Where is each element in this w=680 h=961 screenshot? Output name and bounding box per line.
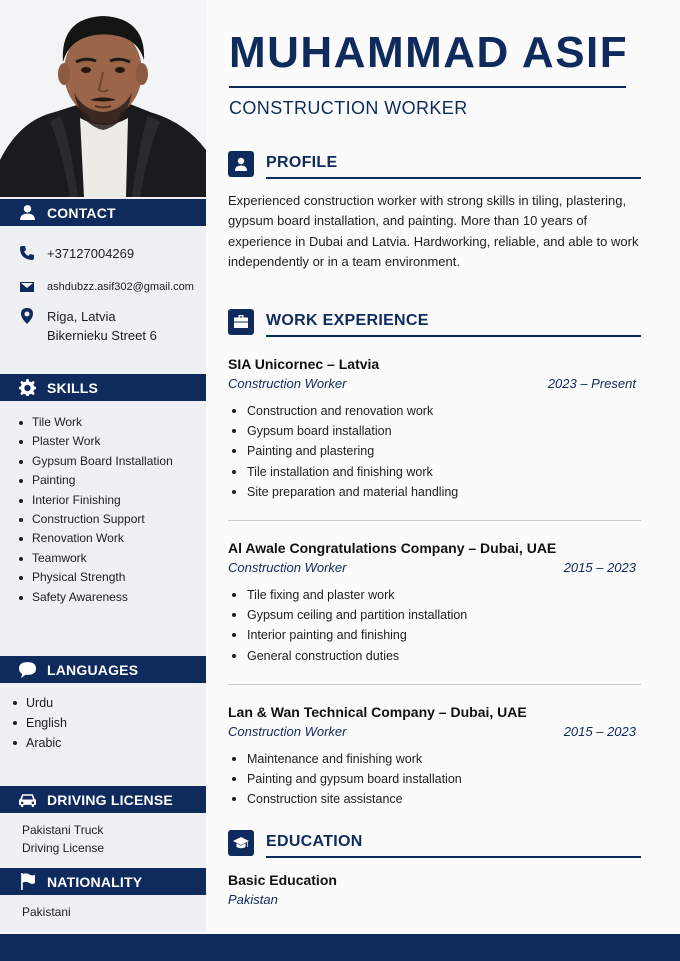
skill-item: Teamwork [18,549,173,568]
job-role-row [228,558,636,577]
job-entry [228,702,636,810]
language-item: Urdu [12,693,67,713]
languages-list [12,693,67,753]
skill-item: Plaster Work [18,432,173,451]
job-role: Construction Worker [228,376,347,391]
job-duty-item: Maintenance and finishing work [228,749,636,769]
work-experience-heading-label: WORK EXPERIENCE [266,312,429,329]
id-card-icon [228,151,254,177]
address-line-2: Bikernieku Street 6 [47,328,157,343]
job-role: Construction Worker [228,560,347,575]
gear-icon [18,379,36,397]
job-duty-item: General construction duties [228,646,636,666]
skill-item: Gypsum Board Installation [18,452,173,471]
nationality-heading-label: NATIONALITY [47,873,143,890]
location-pin-icon [18,307,35,324]
skills-heading [0,374,206,401]
job-title: CONSTRUCTION WORKER [229,98,468,118]
education-degree: Basic Education [228,872,337,888]
address-line-1: Riga, Latvia [47,309,116,324]
education-heading-rule [266,856,641,858]
phone-icon [18,244,35,261]
flag-icon [18,873,36,891]
job-duty-item: Construction and renovation work [228,401,636,421]
education-heading-label: EDUCATION [266,833,363,850]
contact-heading-label: CONTACT [47,204,116,221]
contact-address [18,307,157,345]
driving-license-line-1: Pakistani Truck [22,823,104,837]
skill-item: Construction Support [18,510,173,529]
profile-heading-label: PROFILE [266,154,338,171]
skill-item: Physical Strength [18,568,173,587]
graduation-cap-icon [228,830,254,856]
job-divider [228,684,641,685]
job-entry [228,354,636,502]
job-dates: 2015 – 2023 [563,724,636,739]
job-role: Construction Worker [228,724,347,739]
education-heading [228,830,641,858]
job-duties [228,401,636,502]
language-item: Arabic [12,733,67,753]
sidebar [0,0,206,932]
contact-email[interactable] [18,278,194,297]
job-duty-item: Interior painting and finishing [228,625,636,645]
job-duty-item: Site preparation and material handling [228,482,636,502]
work-experience-heading [228,309,641,337]
skills-list [18,413,173,607]
nationality-value: Pakistani [22,905,71,919]
skill-item: Tile Work [18,413,173,432]
language-item: English [12,713,67,733]
work-experience-heading-rule [266,335,641,337]
job-duty-item: Gypsum board installation [228,421,636,441]
job-duty-item: Construction site assistance [228,789,636,809]
job-duty-item: Tile installation and finishing work [228,462,636,482]
skill-item: Renovation Work [18,529,173,548]
job-duty-item: Gypsum ceiling and partition installation [228,605,636,625]
driving-license-heading [0,786,206,813]
skill-item: Interior Finishing [18,491,173,510]
job-dates: 2023 – Present [547,376,636,391]
briefcase-icon [228,309,254,335]
name-divider [229,86,626,88]
driving-license-text [22,821,104,857]
profile-heading [228,151,641,179]
job-company: SIA Unicornec – Latvia [228,356,380,372]
skill-item: Safety Awareness [18,588,173,607]
job-duty-item: Tile fixing and plaster work [228,585,636,605]
job-duty-item: Painting and gypsum board installation [228,769,636,789]
languages-heading [0,656,206,683]
user-icon [18,204,36,222]
job-duties [228,749,636,810]
nationality-heading [0,868,206,895]
job-duties [228,585,636,666]
job-role-row [228,722,636,741]
languages-heading-label: LANGUAGES [47,661,139,678]
job-company: Al Awale Congratulations Company – Dubai, UAE [228,540,557,556]
envelope-icon [18,278,35,295]
job-role-row [228,374,636,393]
candidate-name: MUHAMMAD ASIF [229,28,629,77]
contact-phone[interactable] [18,244,134,263]
speech-bubble-icon [18,661,36,679]
skill-item: Painting [18,471,173,490]
email-address: ashdubzz.asif302@gmail.com [47,281,194,293]
job-entry [228,538,636,666]
footer-bar [0,934,680,961]
driving-license-line-2: Driving License [22,841,105,855]
job-company: Lan & Wan Technical Company – Dubai, UAE [228,704,527,720]
profile-photo [0,0,206,197]
job-divider [228,520,641,521]
car-icon [18,791,36,809]
contact-heading [0,199,206,226]
profile-summary: Experienced construction worker with strong skills in tiling, plastering, gypsum board installation, and painting. More than 10 years of experience in Dubai and Latvia. Hardworking, reliable, and able to work independently or in a team environment. [228,193,639,269]
profile-heading-rule [266,177,641,179]
phone-number: +37127004269 [47,246,135,261]
skills-heading-label: SKILLS [47,379,98,396]
job-duty-item: Painting and plastering [228,441,636,461]
education-place: Pakistan [228,892,278,907]
driving-license-heading-label: DRIVING LICENSE [47,791,173,808]
job-dates: 2015 – 2023 [563,560,636,575]
